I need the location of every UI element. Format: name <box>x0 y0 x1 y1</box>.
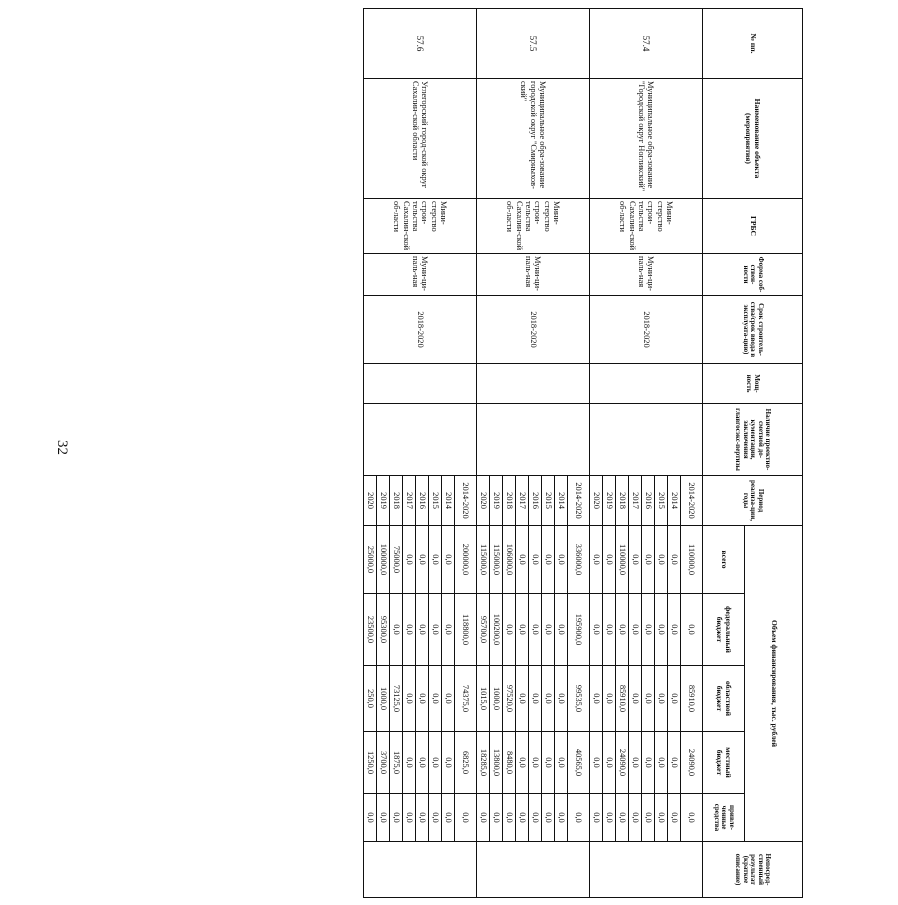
result-cell <box>477 842 590 898</box>
period-cell: 2017 <box>403 476 416 526</box>
col-result: Непосред-ственный результат (краткое описание) <box>703 842 803 898</box>
total-cell: 25000,0 <box>364 526 377 594</box>
federal-cell: 0,0 <box>429 594 442 666</box>
federal-cell: 0,0 <box>642 594 655 666</box>
grbs-cell: Мини-стерство строи-тельства Сахалин-ской об-ласти <box>590 199 703 254</box>
col-term: Срок строитель-ства/срок ввода в эксплуата-цию) <box>703 296 803 364</box>
rotated-page <box>358 0 898 905</box>
federal-cell: 0,0 <box>542 594 555 666</box>
federal-cell: 0,0 <box>516 594 529 666</box>
local-cell: 0,0 <box>529 732 542 794</box>
other-cell: 0,0 <box>555 794 568 842</box>
total-cell: 0,0 <box>603 526 616 594</box>
period-cell: 2014-2020 <box>681 476 703 526</box>
federal-cell: 195900,0 <box>568 594 590 666</box>
total-cell: 100000,0 <box>377 526 390 594</box>
other-cell: 0,0 <box>403 794 416 842</box>
total-cell: 0,0 <box>555 526 568 594</box>
other-cell: 0,0 <box>629 794 642 842</box>
col-form: Форма соб-ствен-ности <box>703 254 803 296</box>
other-cell: 0,0 <box>642 794 655 842</box>
period-cell: 2014 <box>555 476 568 526</box>
table-row <box>568 9 590 898</box>
federal-cell: 23500,0 <box>364 594 377 666</box>
federal-cell: 95300,0 <box>377 594 390 666</box>
regional-cell: 0,0 <box>655 666 668 732</box>
object-name: Углегорский город-ской округ Сахалин-ской области <box>364 79 477 199</box>
page-number: 32 <box>54 440 70 455</box>
period-cell: 2020 <box>590 476 603 526</box>
federal-cell: 0,0 <box>681 594 703 666</box>
regional-cell: 0,0 <box>429 666 442 732</box>
period-cell: 2015 <box>542 476 555 526</box>
regional-cell: 1000,0 <box>490 666 503 732</box>
other-cell: 0,0 <box>655 794 668 842</box>
row-number: 57.5 <box>477 9 590 79</box>
total-cell: 0,0 <box>416 526 429 594</box>
regional-cell: 99535,0 <box>568 666 590 732</box>
docs-cell <box>590 404 703 476</box>
local-cell: 18285,0 <box>477 732 490 794</box>
row-number: 57.6 <box>364 9 477 79</box>
col-total: всего <box>703 526 745 594</box>
other-cell: 0,0 <box>603 794 616 842</box>
docs-cell <box>364 404 477 476</box>
col-name: Наименование объекта (мероприятия) <box>703 79 803 199</box>
total-cell: 0,0 <box>542 526 555 594</box>
total-cell: 110000,0 <box>616 526 629 594</box>
federal-cell: 0,0 <box>416 594 429 666</box>
other-cell: 0,0 <box>416 794 429 842</box>
regional-cell: 0,0 <box>603 666 616 732</box>
period-cell: 2017 <box>516 476 529 526</box>
col-other: привле-ченные средства <box>703 794 745 842</box>
other-cell: 0,0 <box>429 794 442 842</box>
federal-cell: 0,0 <box>668 594 681 666</box>
object-name: Муниципальное обра-зование городской округ "Смирныхов-ский" <box>477 79 590 199</box>
regional-cell: 0,0 <box>555 666 568 732</box>
local-cell: 0,0 <box>542 732 555 794</box>
regional-cell: 1000,0 <box>377 666 390 732</box>
regional-cell: 0,0 <box>629 666 642 732</box>
regional-cell: 0,0 <box>516 666 529 732</box>
regional-cell: 73125,0 <box>390 666 403 732</box>
period-cell: 2016 <box>416 476 429 526</box>
regional-cell: 1015,0 <box>477 666 490 732</box>
col-regional: областной бюджет <box>703 666 745 732</box>
total-cell: 0,0 <box>655 526 668 594</box>
federal-cell: 0,0 <box>655 594 668 666</box>
term-cell: 2018-2020 <box>590 296 703 364</box>
other-cell: 0,0 <box>681 794 703 842</box>
federal-cell: 0,0 <box>403 594 416 666</box>
power-cell <box>477 364 590 404</box>
local-cell: 24090,0 <box>681 732 703 794</box>
period-cell: 2018 <box>390 476 403 526</box>
col-period: Период реализа-ции, годы <box>703 476 803 526</box>
col-docs: Наличие проектно-сметной до-кументации, заключения главгосэкс-пертизы <box>703 404 803 476</box>
other-cell: 0,0 <box>529 794 542 842</box>
table-row <box>681 9 703 898</box>
other-cell: 0,0 <box>590 794 603 842</box>
table-row <box>455 9 477 898</box>
col-grbs: ГРБС <box>703 199 803 254</box>
term-cell: 2018-2020 <box>477 296 590 364</box>
term-cell: 2018-2020 <box>364 296 477 364</box>
local-cell: 0,0 <box>655 732 668 794</box>
local-cell: 24090,0 <box>616 732 629 794</box>
ownership-cell: Муни-ци-паль-ная <box>477 254 590 296</box>
other-cell: 0,0 <box>390 794 403 842</box>
col-local: местный бюджет <box>703 732 745 794</box>
federal-cell: 0,0 <box>503 594 516 666</box>
total-cell: 115000,0 <box>490 526 503 594</box>
regional-cell: 0,0 <box>403 666 416 732</box>
period-cell: 2014 <box>442 476 455 526</box>
local-cell: 0,0 <box>590 732 603 794</box>
local-cell: 0,0 <box>629 732 642 794</box>
row-number: 57.4 <box>590 9 703 79</box>
federal-cell: 0,0 <box>629 594 642 666</box>
local-cell: 0,0 <box>603 732 616 794</box>
local-cell: 1875,0 <box>390 732 403 794</box>
local-cell: 0,0 <box>516 732 529 794</box>
other-cell: 0,0 <box>616 794 629 842</box>
federal-cell: 0,0 <box>390 594 403 666</box>
local-cell: 0,0 <box>442 732 455 794</box>
local-cell: 0,0 <box>429 732 442 794</box>
regional-cell: 0,0 <box>668 666 681 732</box>
result-cell <box>590 842 703 898</box>
col-power: Мощ-ность <box>703 364 803 404</box>
regional-cell: 0,0 <box>542 666 555 732</box>
col-funding: Объем финансирования, тыс. рублей <box>745 526 803 842</box>
total-cell: 200000,0 <box>455 526 477 594</box>
total-cell: 0,0 <box>529 526 542 594</box>
financing-table <box>363 8 803 898</box>
rotated-content <box>358 0 898 905</box>
period-cell: 2014 <box>668 476 681 526</box>
power-cell <box>590 364 703 404</box>
regional-cell: 0,0 <box>529 666 542 732</box>
other-cell: 0,0 <box>542 794 555 842</box>
period-cell: 2014-2020 <box>455 476 477 526</box>
col-num: № пп. <box>703 9 803 79</box>
federal-cell: 0,0 <box>442 594 455 666</box>
local-cell: 6825,0 <box>455 732 477 794</box>
total-cell: 0,0 <box>429 526 442 594</box>
ownership-cell: Муни-ци-паль-ная <box>364 254 477 296</box>
regional-cell: 0,0 <box>590 666 603 732</box>
total-cell: 110000,0 <box>681 526 703 594</box>
docs-cell <box>477 404 590 476</box>
period-cell: 2016 <box>642 476 655 526</box>
period-cell: 2020 <box>364 476 377 526</box>
total-cell: 0,0 <box>590 526 603 594</box>
local-cell: 3700,0 <box>377 732 390 794</box>
other-cell: 0,0 <box>364 794 377 842</box>
period-cell: 2014-2020 <box>568 476 590 526</box>
total-cell: 0,0 <box>516 526 529 594</box>
federal-cell: 95700,0 <box>477 594 490 666</box>
period-cell: 2019 <box>377 476 390 526</box>
period-cell: 2015 <box>429 476 442 526</box>
local-cell: 8480,0 <box>503 732 516 794</box>
other-cell: 0,0 <box>377 794 390 842</box>
total-cell: 0,0 <box>403 526 416 594</box>
period-cell: 2020 <box>477 476 490 526</box>
total-cell: 115000,0 <box>477 526 490 594</box>
power-cell <box>364 364 477 404</box>
local-cell: 0,0 <box>668 732 681 794</box>
local-cell: 0,0 <box>555 732 568 794</box>
total-cell: 106000,0 <box>503 526 516 594</box>
period-cell: 2016 <box>529 476 542 526</box>
period-cell: 2015 <box>655 476 668 526</box>
period-cell: 2018 <box>503 476 516 526</box>
table-header <box>703 9 803 898</box>
regional-cell: 0,0 <box>442 666 455 732</box>
grbs-cell: Мини-стерство строи-тельства Сахалин-ской об-ласти <box>477 199 590 254</box>
regional-cell: 74375,0 <box>455 666 477 732</box>
other-cell: 0,0 <box>477 794 490 842</box>
local-cell: 13800,0 <box>490 732 503 794</box>
federal-cell: 0,0 <box>529 594 542 666</box>
federal-cell: 0,0 <box>616 594 629 666</box>
regional-cell: 0,0 <box>642 666 655 732</box>
period-cell: 2017 <box>629 476 642 526</box>
period-cell: 2018 <box>616 476 629 526</box>
local-cell: 0,0 <box>416 732 429 794</box>
total-cell: 75000,0 <box>390 526 403 594</box>
federal-cell: 0,0 <box>603 594 616 666</box>
grbs-cell: Мини-стерство строи-тельства Сахалин-ской об-ласти <box>364 199 477 254</box>
local-cell: 40565,0 <box>568 732 590 794</box>
other-cell: 0,0 <box>442 794 455 842</box>
local-cell: 0,0 <box>403 732 416 794</box>
other-cell: 0,0 <box>516 794 529 842</box>
other-cell: 0,0 <box>568 794 590 842</box>
result-cell <box>364 842 477 898</box>
regional-cell: 250,0 <box>364 666 377 732</box>
regional-cell: 85910,0 <box>681 666 703 732</box>
total-cell: 0,0 <box>642 526 655 594</box>
federal-cell: 0,0 <box>590 594 603 666</box>
total-cell: 0,0 <box>629 526 642 594</box>
other-cell: 0,0 <box>668 794 681 842</box>
object-name: Муниципальное обра-зование "Городской округ Ногликский" <box>590 79 703 199</box>
other-cell: 0,0 <box>490 794 503 842</box>
federal-cell: 0,0 <box>555 594 568 666</box>
total-cell: 0,0 <box>442 526 455 594</box>
table-body <box>364 9 703 898</box>
period-cell: 2019 <box>603 476 616 526</box>
other-cell: 0,0 <box>455 794 477 842</box>
total-cell: 0,0 <box>668 526 681 594</box>
regional-cell: 85910,0 <box>616 666 629 732</box>
regional-cell: 0,0 <box>416 666 429 732</box>
regional-cell: 97520,0 <box>503 666 516 732</box>
col-federal: федеральный бюджет <box>703 594 745 666</box>
local-cell: 0,0 <box>642 732 655 794</box>
other-cell: 0,0 <box>503 794 516 842</box>
federal-cell: 100200,0 <box>490 594 503 666</box>
federal-cell: 118800,0 <box>455 594 477 666</box>
local-cell: 1250,0 <box>364 732 377 794</box>
period-cell: 2019 <box>490 476 503 526</box>
ownership-cell: Муни-ци-паль-ная <box>590 254 703 296</box>
total-cell: 336000,0 <box>568 526 590 594</box>
